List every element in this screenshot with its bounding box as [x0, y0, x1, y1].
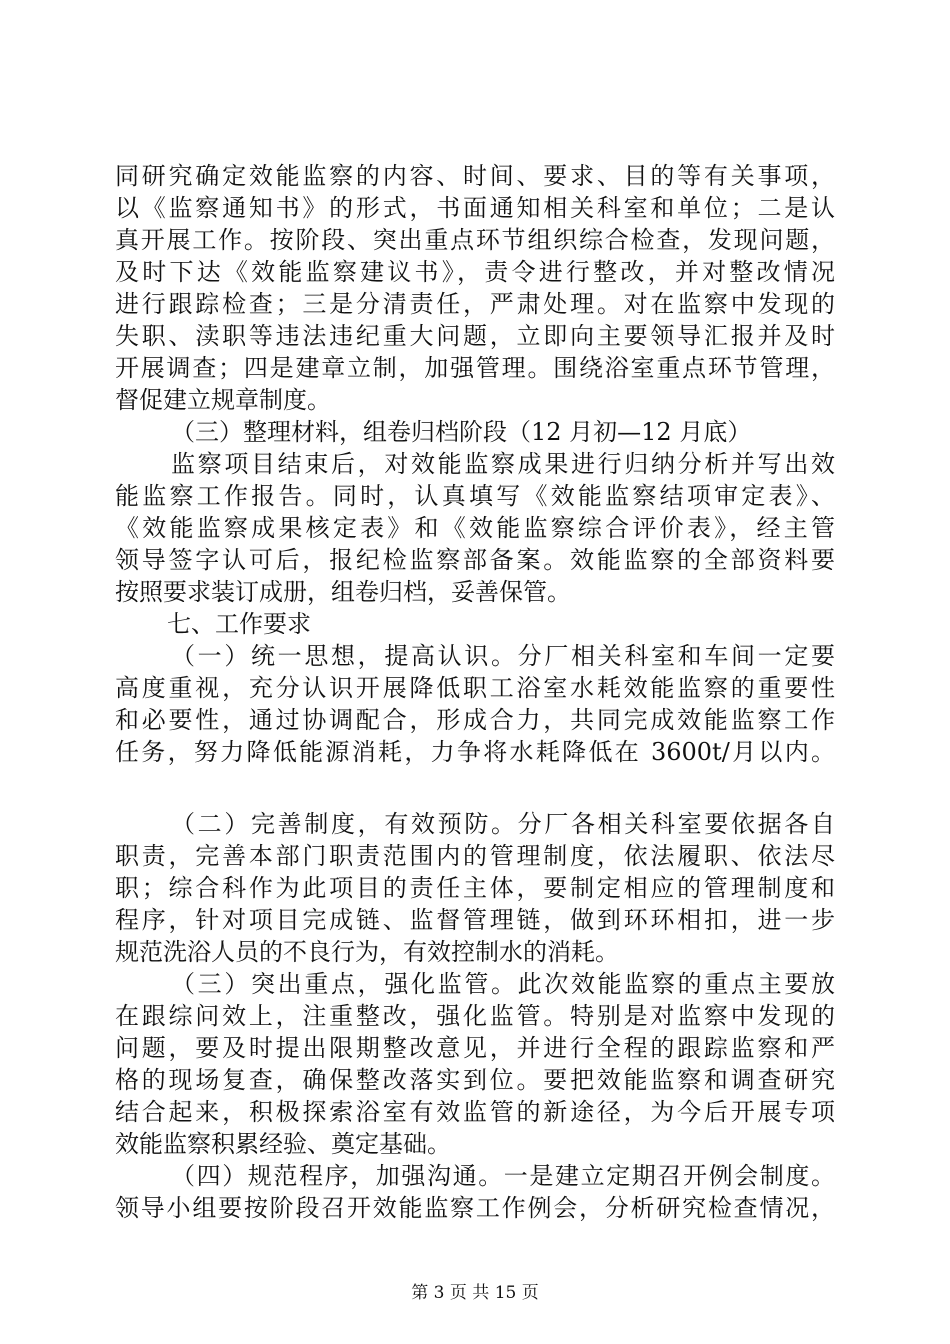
paragraph-line: 督促建立规章制度。: [115, 386, 331, 414]
paragraph-line: 监察项目结束后，对效能监察成果进行归纳分析并写出效: [171, 450, 835, 478]
paragraph-line: （四）规范程序，加强沟通。一是建立定期召开例会制度。: [171, 1162, 835, 1190]
paragraph-line: 结合起来，积极探索浴室有效监管的新途径，为今后开展专项: [115, 1098, 835, 1126]
paragraph-line: 规范洗浴人员的不良行为，有效控制水的消耗。: [115, 938, 619, 966]
paragraph-line: 任务，努力降低能源消耗，力争将水耗降低在 3600t/月以内。: [115, 738, 835, 766]
paragraph-line: 高度重视，充分认识开展降低职工浴室水耗效能监察的重要性: [115, 674, 835, 702]
paragraph-line: 《效能监察成果核定表》和《效能监察综合评价表》，经主管: [115, 514, 835, 542]
paragraph-line: 程序，针对项目完成链、监督管理链，做到环环相扣，进一步: [115, 906, 835, 934]
paragraph-line: （三）突出重点，强化监管。此次效能监察的重点主要放: [171, 970, 835, 998]
document-body: [115, 160, 835, 1224]
paragraph-line: 真开展工作。按阶段、突出重点环节组织综合检查，发现问题，: [115, 226, 835, 254]
paragraph-line: 同研究确定效能监察的内容、时间、要求、目的等有关事项，: [115, 162, 835, 190]
paragraph-line: 在跟综问效上，注重整改，强化监管。特别是对监察中发现的: [115, 1002, 835, 1030]
paragraph-line: 格的现场复查，确保整改落实到位。要把效能监察和调查研究: [115, 1066, 835, 1094]
section-heading: 七、工作要求: [167, 610, 311, 638]
page-number-footer: 第 3 页 共 15 页: [411, 1283, 539, 1303]
paragraph-line: 按照要求装订成册，组卷归档，妥善保管。: [115, 578, 571, 606]
paragraph-line: 和必要性，通过协调配合，形成合力，共同完成效能监察工作: [115, 706, 835, 734]
paragraph-line: 失职、渎职等违法违纪重大问题，立即向主要领导汇报并及时: [115, 322, 835, 350]
paragraph-line: 领导签字认可后，报纪检监察部备案。效能监察的全部资料要: [115, 546, 835, 574]
paragraph-line: 能监察工作报告。同时，认真填写《效能监察结项审定表》、: [115, 482, 835, 510]
paragraph-line: 问题，要及时提出限期整改意见，并进行全程的跟踪监察和严: [115, 1034, 835, 1062]
paragraph-line: （一）统一思想，提高认识。分厂相关科室和车间一定要: [171, 642, 835, 670]
paragraph-line: 进行跟踪检查；三是分清责任，严肃处理。对在监察中发现的: [115, 290, 835, 318]
paragraph-line: 以《监察通知书》的形式，书面通知相关科室和单位；二是认: [115, 194, 835, 222]
paragraph-line: 职责，完善本部门职责范围内的管理制度，依法履职、依法尽: [115, 842, 835, 870]
paragraph-line: 及时下达《效能监察建议书》，责令进行整改，并对整改情况: [115, 258, 835, 286]
paragraph-line: 领导小组要按阶段召开效能监察工作例会，分析研究检查情况，: [115, 1194, 835, 1222]
paragraph-line: （二）完善制度，有效预防。分厂各相关科室要依据各自: [171, 810, 835, 838]
section-heading: （三）整理材料，组卷归档阶段（12 月初—12 月底）: [171, 418, 752, 446]
paragraph-line: 开展调查；四是建章立制，加强管理。围绕浴室重点环节管理，: [115, 354, 835, 382]
paragraph-line: 职；综合科作为此项目的责任主体，要制定相应的管理制度和: [115, 874, 835, 902]
paragraph-line: 效能监察积累经验、奠定基础。: [115, 1130, 451, 1158]
paragraph-gap: [115, 768, 835, 808]
